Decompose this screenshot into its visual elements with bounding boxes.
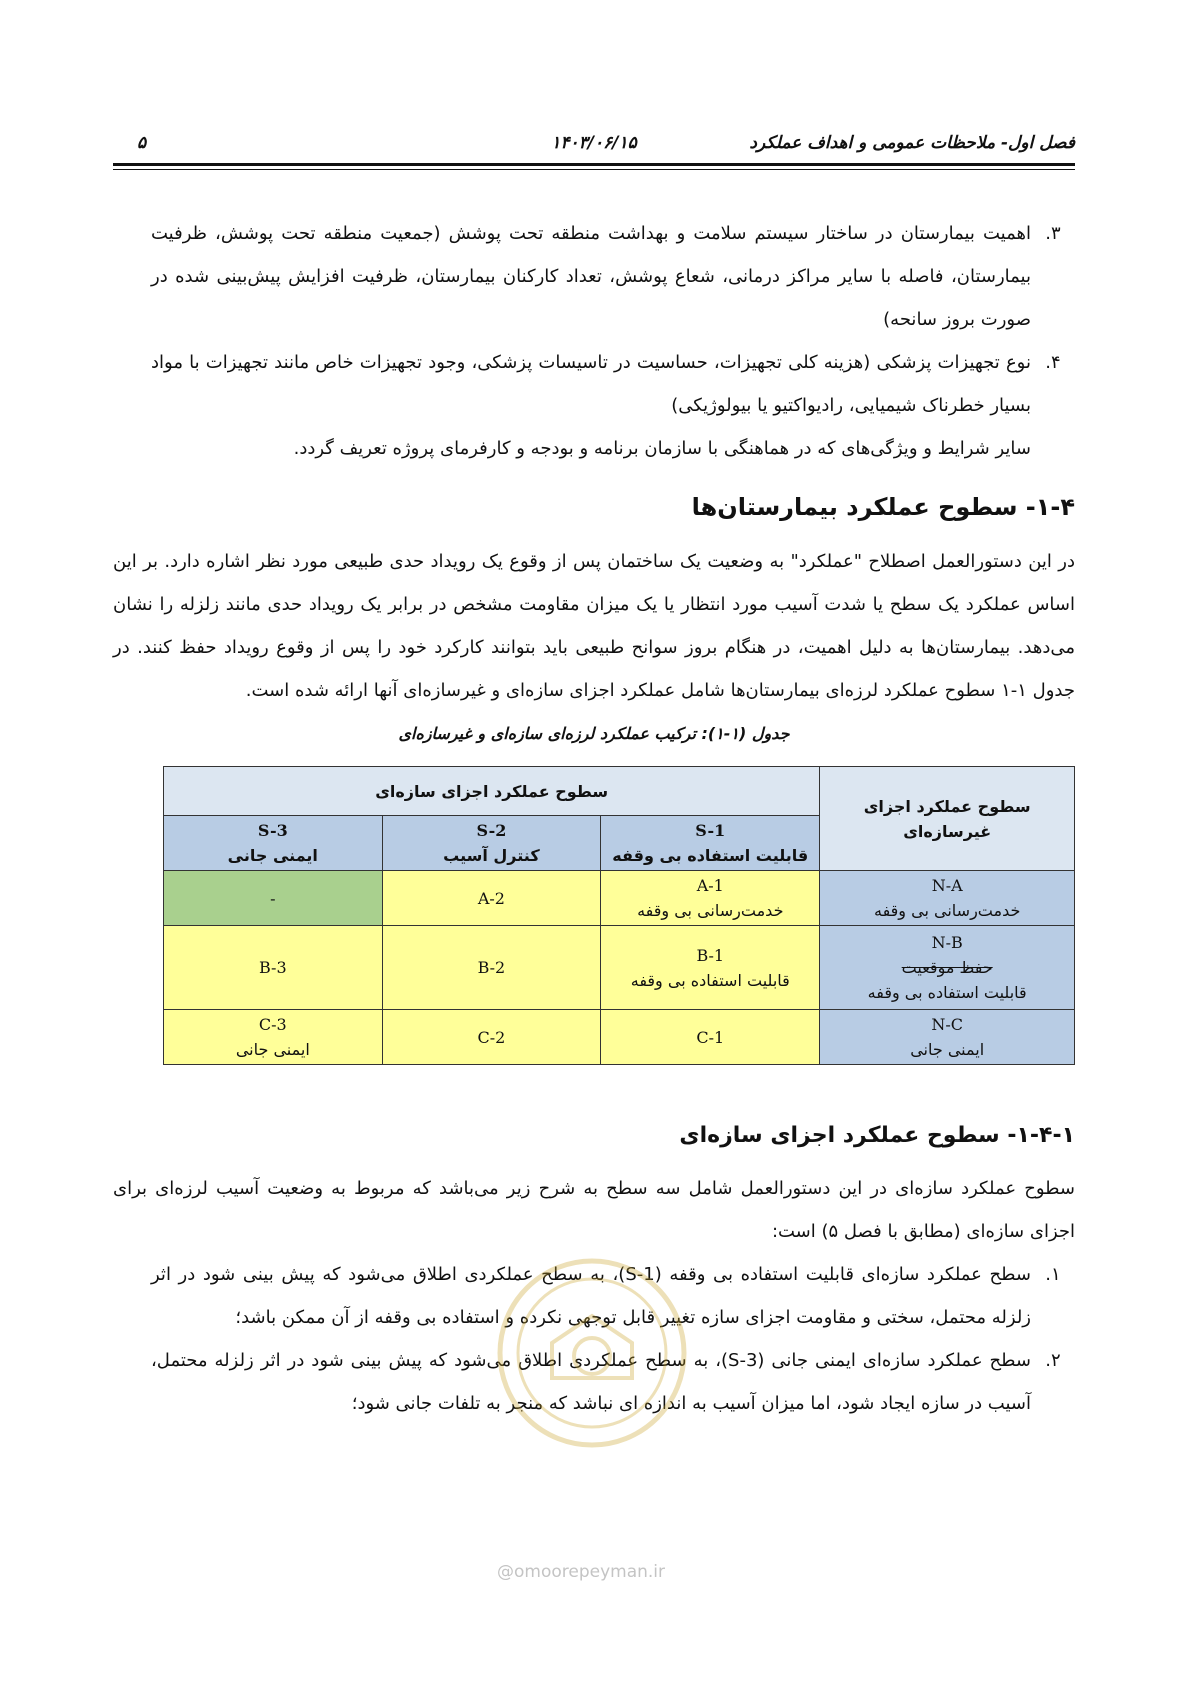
header-rule-thick xyxy=(113,163,1075,166)
header-rule-thin xyxy=(113,169,1075,170)
table-row xyxy=(164,871,1075,926)
watermark-site: @omoorepeyman.ir xyxy=(497,1562,666,1582)
performance-table xyxy=(163,766,1075,1065)
level-label: ایمنی جانی xyxy=(227,846,318,865)
cell-code: C-1 xyxy=(696,1027,725,1047)
cell-code: - xyxy=(270,888,276,908)
cell-code: B-2 xyxy=(477,958,506,977)
cell-label: قابلیت استفاده بی وقفه xyxy=(630,970,790,990)
level-code: S-2 xyxy=(476,821,507,840)
table-cell xyxy=(164,1010,383,1065)
cell-code: A-1 xyxy=(696,876,724,895)
page-body xyxy=(113,212,1075,1425)
list-item xyxy=(113,341,1075,427)
table-cell xyxy=(382,926,601,1010)
cell-label: خدمت‌رسانی بی وقفه xyxy=(637,901,784,920)
list-item xyxy=(113,1339,1075,1425)
list-number: ۲. xyxy=(1045,1350,1061,1371)
nonstructural-cell xyxy=(820,1010,1075,1065)
cell-code: N-B xyxy=(931,933,963,952)
cell-code: N-C xyxy=(931,1015,963,1034)
page-number: ۵ xyxy=(137,133,147,153)
section-paragraph: سطوح عملکرد سازه‌ای در این دستورالعمل شامل سه سطح به شرح زیر می‌باشد که مربوط به وضعیت آسیب لرزه‌ای برای اجزای سازه‌ای (مطابق با فصل ۵) است: xyxy=(113,1178,1075,1242)
table-cell xyxy=(382,871,601,926)
table-cell xyxy=(601,1010,820,1065)
structural-header: سطوح عملکرد اجزای سازه‌ای xyxy=(164,767,820,816)
cell-code: N-A xyxy=(931,876,963,895)
list-tail-text: سایر شرایط و ویژگی‌های که در هماهنگی با سازمان برنامه و بودجه و کارفرمای پروژه تعریف گردد. xyxy=(293,438,1031,459)
table-row xyxy=(164,926,1075,1010)
nonstructural-header: سطوح عملکرد اجزای غیرسازه‌ای xyxy=(820,767,1075,871)
cell-label: ایمنی جانی xyxy=(235,1040,310,1059)
section-heading-4-1-1: ۱-۴-۱- سطوح عملکرد اجزای سازه‌ای xyxy=(679,1123,1075,1148)
table-cell xyxy=(601,871,820,926)
table-cell xyxy=(164,926,383,1010)
list-text: سطح عملکرد سازه‌ای ایمنی جانی (S-3)، به سطح عملکردی اطلاق می‌شود که پیش بینی شود در اثر زلزله محتمل، آسیب در سازه ایجاد شود، اما میزان آسیب به اندازه ای نباشد که منجر به تلفات جانی شود؛ xyxy=(151,1350,1031,1414)
list-text: اهمیت بیمارستان در ساختار سیستم سلامت و بهداشت منطقه تحت پوشش (جمعیت منطقه تحت پوشش، ظرفیت بیمارستان، فاصله با سایر مراکز درمانی، شعاع پوشش، تعداد کارکنان بیمارستان، ظرفیت افزایش پیش‌بینی شده در صورت بروز سانحه) xyxy=(151,223,1031,330)
list-number: ۳. xyxy=(1045,223,1061,244)
cell-code: B-3 xyxy=(258,958,287,977)
table-cell xyxy=(382,1010,601,1065)
table-caption: جدول (۱-۱): ترکیب عملکرد لرزه‌ای سازه‌ای و غیرسازه‌ای xyxy=(398,724,790,743)
cell-label: خدمت‌رسانی بی وقفه xyxy=(873,901,1021,920)
nonstructural-cell xyxy=(820,871,1075,926)
cell-code: A-2 xyxy=(477,888,505,908)
nonstructural-cell xyxy=(820,926,1075,1010)
list-item xyxy=(113,212,1075,341)
table-row xyxy=(164,1010,1075,1065)
section-paragraph: در این دستورالعمل اصطلاح "عملکرد" به وضعیت یک ساختمان پس از وقوع یک رویداد حدی طبیعی مورد نظر اشاره دارد. بر این اساس عملکرد یک سطح یا شدت آسیب مورد انتظار یا یک میزان مقاومت مشخص در برابر یک رویداد حدی مانند زلزله را نشان می‌دهد. بیمارستان‌ها به دلیل اهمیت، در هنگام بروز سوانح طبیعی باید بتوانند کارکرد خود را پس از وقوع رویداد حفظ کنند. در جدول ۱-۱ سطوح عملکرد لرزه‌ای بیمارستان‌ها شامل عملکرد اجزای سازه‌ای و غیرسازه‌ای آنها ارائه شده است. xyxy=(113,551,1075,701)
cell-label: قابلیت استفاده بی وقفه xyxy=(867,983,1027,1002)
page-header xyxy=(113,125,1075,155)
chapter-title: فصل اول- ملاحظات عمومی و اهداف عملکرد xyxy=(749,133,1075,153)
cell-struck-label: حفظ موقعیت xyxy=(901,958,993,977)
level-label: قابلیت استفاده بی وقفه xyxy=(612,846,809,865)
list-text: سطح عملکرد سازه‌ای قابلیت استفاده بی وقفه (S-1)، به سطح عملکردی اطلاق می‌شود که پیش بینی شود در اثر زلزله محتمل، سختی و مقاومت اجزای سازه تغییر قابل توجهی نکرده و استفاده بی وقفه از آن ممکن باشد؛ xyxy=(151,1264,1031,1328)
structural-level-s3 xyxy=(164,816,383,871)
structural-level-s1 xyxy=(601,816,820,871)
cell-code: C-2 xyxy=(477,1027,506,1047)
list-number: ۱. xyxy=(1045,1264,1061,1285)
section-heading-4-1: ۱-۴- سطوح عملکرد بیمارستان‌ها xyxy=(691,493,1075,521)
cell-code: B-1 xyxy=(696,945,725,965)
table-cell xyxy=(601,926,820,1010)
level-code: S-3 xyxy=(257,821,288,840)
list-item xyxy=(113,1253,1075,1339)
level-code: S-1 xyxy=(695,821,726,840)
cell-label: ایمنی جانی xyxy=(910,1040,985,1059)
list-text: نوع تجهیزات پزشکی (هزینه کلی تجهیزات، حساسیت در تاسیسات پزشکی، وجود تجهیزات خاص مانند تجهیزات با مواد بسیار خطرناک شیمیایی، رادیواکتیو یا بیولوژیکی) xyxy=(151,352,1031,416)
table-header-row xyxy=(164,767,1075,816)
table-cell xyxy=(164,871,383,926)
list-number: ۴. xyxy=(1045,352,1061,373)
level-label: کنترل آسیب xyxy=(443,846,540,865)
structural-level-s2 xyxy=(382,816,601,871)
cell-code: C-3 xyxy=(258,1015,287,1034)
header-date: ۱۴۰۳/۰۶/۱۵ xyxy=(551,133,637,153)
